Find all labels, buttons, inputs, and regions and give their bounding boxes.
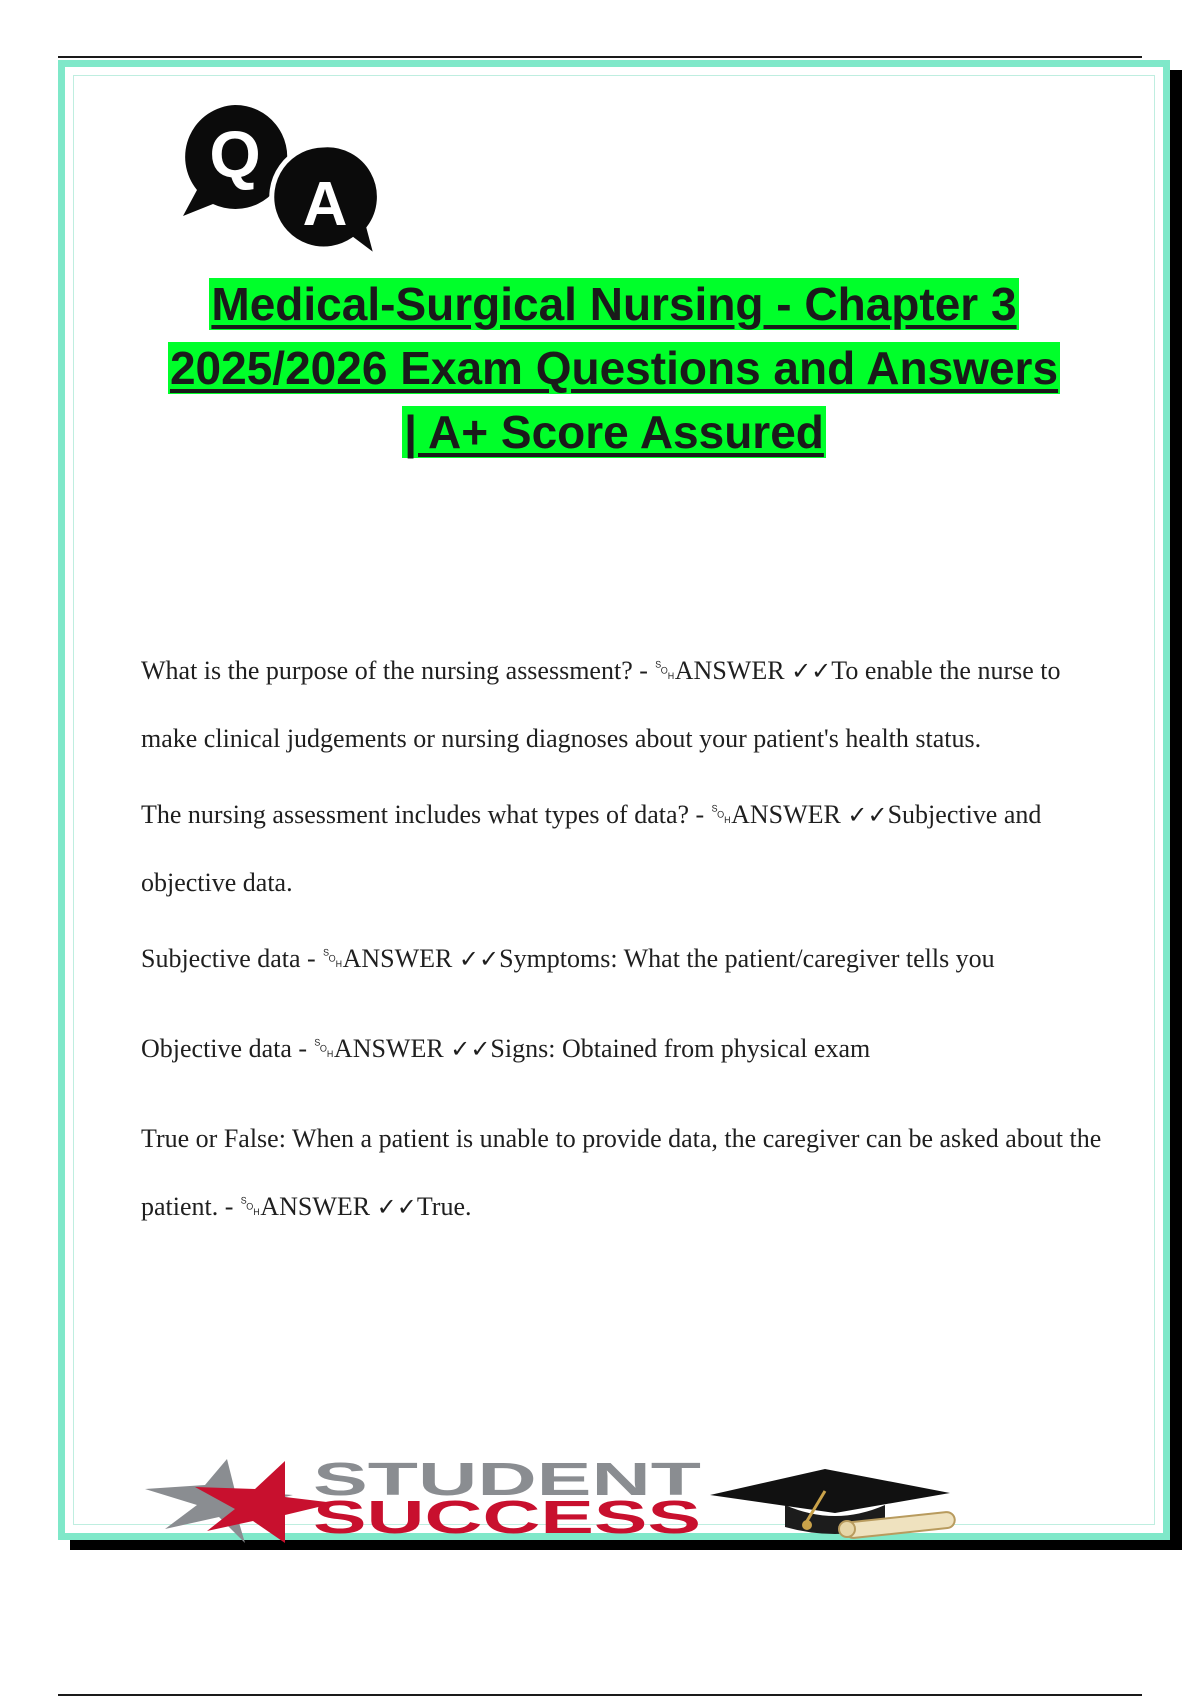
page-frame <box>58 60 1170 1543</box>
double-check-icon: ✓✓ <box>791 657 832 685</box>
answer-text: To enable the nurse to make clinical judgements or nursing diagnoses about your patient's health status. <box>141 656 1061 753</box>
title-line-3: | A+ Score Assured <box>404 406 824 458</box>
answer-marker: ␁ANSWER <box>322 944 459 973</box>
qa-item <box>141 1105 1103 1241</box>
question-text: True or False: When a patient is unable to provide data, the caregiver can be asked about the patient. - <box>141 1124 1102 1221</box>
double-check-icon: ✓✓ <box>847 801 888 829</box>
top-rule <box>58 56 1142 58</box>
brand-word-student: STUDENT <box>313 1453 701 1505</box>
double-check-icon: ✓✓ <box>376 1193 417 1221</box>
qa-speech-bubbles-icon <box>175 97 395 267</box>
title-line-2: 2025/2026 Exam Questions and Answers <box>169 342 1059 394</box>
title-line-1: Medical-Surgical Nursing - Chapter 3 <box>211 278 1017 330</box>
answer-text: True. <box>416 1192 472 1221</box>
question-text: Objective data - <box>141 1034 314 1063</box>
answer-marker: ␁ANSWER <box>654 656 792 685</box>
double-check-icon: ✓✓ <box>458 945 500 973</box>
answer-text: Subjective and objective data. <box>141 800 1042 897</box>
logo-q-letter: Q <box>209 117 261 191</box>
question-text: Subjective data - <box>141 944 323 973</box>
answer-text: Symptoms: What the patient/caregiver tells you <box>499 944 995 973</box>
logo-a-letter: A <box>302 170 348 239</box>
bottom-rule <box>58 1694 1142 1696</box>
answer-marker: ␁ANSWER <box>313 1034 451 1063</box>
brand-word-success: SUCCESS <box>313 1491 701 1543</box>
document-title <box>85 272 1143 464</box>
qa-list <box>141 637 1103 1241</box>
question-text: The nursing assessment includes what types of data? - <box>141 800 711 829</box>
qa-item <box>141 637 1103 773</box>
qa-item <box>141 1015 1103 1083</box>
qa-item <box>141 925 1103 993</box>
qa-item <box>141 781 1103 917</box>
answer-marker: ␁ANSWER <box>710 800 848 829</box>
student-success-logo <box>135 1447 975 1547</box>
double-check-icon: ✓✓ <box>450 1035 491 1063</box>
answer-text: Signs: Obtained from physical exam <box>490 1034 871 1063</box>
answer-marker: ␁ANSWER <box>239 1192 377 1221</box>
question-text: What is the purpose of the nursing assessment? - <box>141 656 655 685</box>
